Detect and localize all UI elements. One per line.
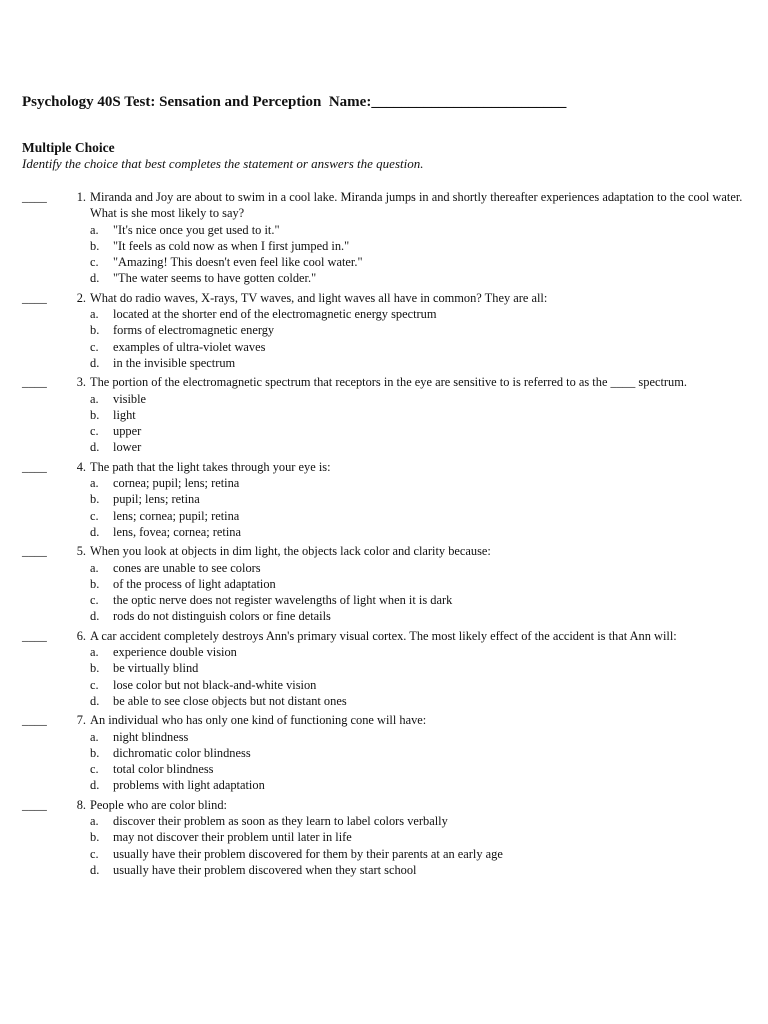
answer-blank: ____ — [22, 713, 47, 728]
answer-choice — [90, 592, 747, 608]
choice-letter: a. — [90, 307, 99, 322]
test-title: Psychology 40S Test: Sensation and Perception — [22, 94, 322, 110]
choice-text: upper — [113, 424, 142, 439]
answer-choice — [90, 423, 747, 439]
choice-text: located at the shorter end of the electromagnetic energy spectrum — [113, 307, 437, 322]
choice-letter: b. — [90, 323, 100, 338]
choice-text: cornea; pupil; lens; retina — [113, 476, 240, 491]
choice-letter: d. — [90, 609, 100, 624]
question-text: The portion of the electromagnetic spectrum that receptors in the eye are sensitive to is referred to as the ____ spectrum. — [90, 375, 687, 390]
answer-choice — [90, 693, 747, 709]
answer-choice — [90, 270, 747, 286]
question-text: The path that the light takes through your eye is: — [90, 459, 331, 474]
answer-choice — [90, 660, 747, 676]
section-instructions: Identify the choice that best completes the statement or answers the question. — [22, 156, 424, 171]
answer-choice — [90, 475, 747, 491]
choice-text: experience double vision — [113, 645, 237, 660]
choice-text: "Amazing! This doesn't even feel like cool water." — [113, 255, 363, 270]
choice-text: examples of ultra-violet waves — [113, 339, 266, 354]
choice-letter: a. — [90, 813, 99, 828]
question-text: Miranda and Joy are about to swim in a cool lake. Miranda jumps in and shortly thereafter experiences adaptation to the cool water. What is she most likely to say? — [90, 190, 743, 221]
choice-letter: c. — [90, 508, 99, 523]
answer-choice — [90, 491, 747, 507]
choice-text: visible — [113, 391, 147, 406]
choice-text: "It feels as cold now as when I first jumped in." — [113, 238, 350, 253]
question-item — [22, 543, 747, 624]
answer-choice — [90, 608, 747, 624]
choice-text: lens; cornea; pupil; retina — [113, 508, 240, 523]
question-number: 2. — [76, 290, 86, 305]
choice-text: night blindness — [113, 729, 189, 744]
choice-letter: a. — [90, 476, 99, 491]
choice-letter: b. — [90, 830, 100, 845]
answer-blank: ____ — [22, 290, 47, 305]
choice-letter: d. — [90, 440, 100, 455]
question-number: 7. — [76, 713, 86, 728]
name-blank-line: __________________________ — [371, 94, 567, 110]
test-title-line — [22, 94, 762, 111]
answer-choice — [90, 560, 747, 576]
choice-text: usually have their problem discovered for them by their parents at an early age — [113, 846, 503, 861]
answer-choice — [90, 677, 747, 693]
choice-text: in the invisible spectrum — [113, 355, 236, 370]
answer-choice — [90, 439, 747, 455]
question-number: 6. — [76, 628, 86, 643]
answer-choice — [90, 339, 747, 355]
answer-blank: ____ — [22, 628, 47, 643]
answer-choice — [90, 254, 747, 270]
answer-choice — [90, 745, 747, 761]
choice-letter: a. — [90, 729, 99, 744]
answer-blank: ____ — [22, 459, 47, 474]
section-heading: Multiple Choice — [22, 140, 115, 155]
answer-blank: ____ — [22, 797, 47, 812]
choice-letter: d. — [90, 271, 100, 286]
choice-letter: a. — [90, 560, 99, 575]
question-text: An individual who has only one kind of functioning cone will have: — [90, 713, 427, 728]
answer-choice — [90, 846, 747, 862]
answer-choice — [90, 644, 747, 660]
choice-text: rods do not distinguish colors or fine details — [113, 609, 331, 624]
choice-letter: c. — [90, 339, 99, 354]
question-number: 1. — [76, 190, 86, 204]
section-header — [22, 139, 742, 172]
choice-text: may not discover their problem until later in life — [113, 830, 352, 845]
question-item — [22, 628, 747, 709]
question-list — [22, 189, 747, 881]
choice-letter: d. — [90, 355, 100, 370]
name-label: Name: — [328, 94, 372, 110]
answer-choice — [90, 322, 747, 338]
question-number: 8. — [76, 797, 86, 812]
choice-text: be able to see close objects but not distant ones — [113, 693, 347, 708]
choice-letter: b. — [90, 492, 100, 507]
choice-letter: a. — [90, 222, 99, 237]
answer-choice — [90, 508, 747, 524]
choice-letter: d. — [90, 778, 100, 793]
answer-choice — [90, 407, 747, 423]
choice-text: total color blindness — [113, 762, 214, 777]
choice-letter: c. — [90, 846, 99, 861]
choice-letter: c. — [90, 424, 99, 439]
question-number: 4. — [76, 459, 86, 474]
choice-text: problems with light adaptation — [113, 778, 265, 793]
choice-letter: c. — [90, 677, 99, 692]
question-text: What do radio waves, X-rays, TV waves, and light waves all have in common? They are all: — [90, 290, 548, 305]
choice-letter: b. — [90, 407, 100, 422]
choice-text: lower — [113, 440, 142, 455]
choice-letter: d. — [90, 524, 100, 539]
choice-letter: c. — [90, 593, 99, 608]
answer-choice — [90, 524, 747, 540]
question-text: A car accident completely destroys Ann's primary visual cortex. The most likely effect of the accident is that Ann will: — [90, 628, 677, 643]
choice-text: "The water seems to have gotten colder." — [113, 271, 317, 286]
question-item — [22, 797, 747, 878]
choice-letter: c. — [90, 255, 99, 270]
choice-text: cones are unable to see colors — [113, 560, 261, 575]
question-number: 5. — [76, 544, 86, 559]
answer-choice — [90, 391, 747, 407]
question-item — [22, 374, 747, 455]
question-text: People who are color blind: — [90, 797, 227, 812]
answer-choice — [90, 222, 747, 238]
choice-letter: d. — [90, 862, 100, 877]
answer-choice — [90, 777, 747, 793]
answer-choice — [90, 729, 747, 745]
choice-text: the optic nerve does not register wavelengths of light when it is dark — [113, 593, 453, 608]
question-item — [22, 189, 747, 287]
choice-text: be virtually blind — [113, 661, 199, 676]
choice-letter: c. — [90, 762, 99, 777]
question-item — [22, 290, 747, 371]
answer-choice — [90, 829, 747, 845]
question-text: When you look at objects in dim light, the objects lack color and clarity because: — [90, 544, 491, 559]
choice-letter: d. — [90, 693, 100, 708]
choice-text: of the process of light adaptation — [113, 576, 276, 591]
answer-choice — [90, 761, 747, 777]
answer-blank: ____ — [22, 375, 47, 390]
choice-letter: b. — [90, 576, 100, 591]
answer-blank: ____ — [22, 544, 47, 559]
choice-letter: b. — [90, 238, 100, 253]
choice-text: forms of electromagnetic energy — [113, 323, 275, 338]
answer-choice — [90, 813, 747, 829]
choice-text: discover their problem as soon as they learn to label colors verbally — [113, 813, 448, 828]
choice-text: usually have their problem discovered when they start school — [113, 862, 417, 877]
choice-letter: a. — [90, 391, 99, 406]
answer-blank: ____ — [22, 190, 47, 204]
answer-choice — [90, 355, 747, 371]
choice-text: "It's nice once you get used to it." — [113, 222, 280, 237]
choice-text: lens, fovea; cornea; retina — [113, 524, 241, 539]
choice-text: dichromatic color blindness — [113, 745, 251, 760]
answer-choice — [90, 576, 747, 592]
choice-text: light — [113, 407, 136, 422]
choice-text: pupil; lens; retina — [113, 492, 200, 507]
choice-letter: b. — [90, 661, 100, 676]
answer-choice — [90, 306, 747, 322]
choice-text: lose color but not black-and-white vision — [113, 677, 317, 692]
question-item — [22, 712, 747, 793]
choice-letter: a. — [90, 645, 99, 660]
question-number: 3. — [76, 375, 86, 390]
question-item — [22, 459, 747, 540]
answer-choice — [90, 238, 747, 254]
answer-choice — [90, 862, 747, 878]
choice-letter: b. — [90, 745, 100, 760]
